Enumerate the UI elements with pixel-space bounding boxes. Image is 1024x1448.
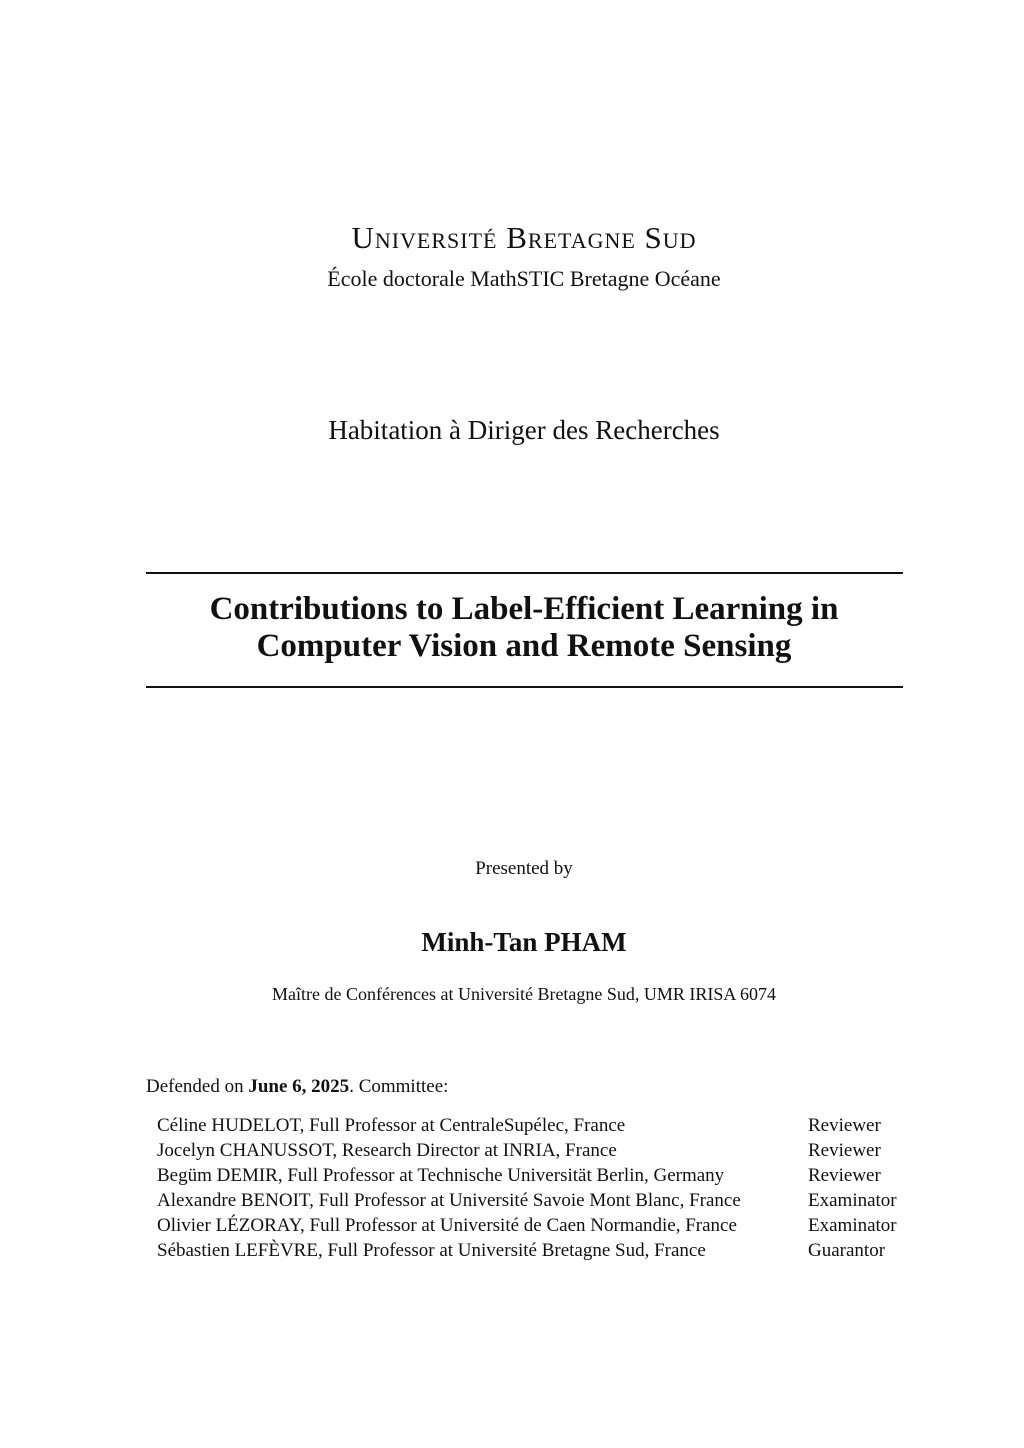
committee-role: Reviewer	[808, 1165, 881, 1186]
author-name: Minh-Tan PHAM	[421, 927, 627, 957]
committee-row	[157, 1113, 917, 1138]
committee-member: Alexandre BENOIT, Full Professor at Université Savoie Mont Blanc, France	[157, 1190, 741, 1211]
committee-role: Reviewer	[808, 1140, 881, 1161]
committee-row	[157, 1163, 917, 1188]
committee-member: Sébastien LEFÈVRE, Full Professor at Université Bretagne Sud, France	[157, 1240, 706, 1261]
doctoral-school: École doctorale MathSTIC Bretagne Océane	[327, 266, 721, 291]
defense-statement	[146, 1076, 448, 1098]
presented-by: Presented by	[475, 858, 573, 879]
defense-suffix: . Committee:	[349, 1076, 449, 1097]
committee-role: Examinator	[808, 1190, 897, 1211]
committee-member: Céline HUDELOT, Full Professor at CentraleSupélec, France	[157, 1115, 626, 1136]
thesis-title	[0, 591, 1024, 665]
title-bottom-rule	[146, 686, 903, 688]
thesis-title-line1: Contributions to Label-Efficient Learning in	[209, 591, 839, 627]
title-top-rule	[146, 572, 903, 574]
committee-role: Guarantor	[808, 1240, 886, 1261]
committee-role: Reviewer	[808, 1115, 881, 1136]
thesis-title-line2: Computer Vision and Remote Sensing	[256, 628, 792, 664]
committee-row	[157, 1138, 917, 1163]
committee-list	[157, 1113, 917, 1263]
author-affiliation: Maître de Conférences at Université Bretagne Sud, UMR IRISA 6074	[272, 984, 776, 1004]
committee-member: Jocelyn CHANUSSOT, Research Director at INRIA, France	[157, 1140, 617, 1161]
defense-date: June 6, 2025	[248, 1076, 350, 1097]
committee-role: Examinator	[808, 1215, 897, 1236]
committee-row	[157, 1213, 917, 1238]
degree-title: Habitation à Diriger des Recherches	[328, 415, 720, 445]
committee-row	[157, 1238, 917, 1263]
committee-row	[157, 1188, 917, 1213]
committee-member: Begüm DEMIR, Full Professor at Technische Universität Berlin, Germany	[157, 1165, 725, 1186]
university-name: Université Bretagne Sud	[351, 220, 697, 255]
defense-prefix: Defended on	[146, 1076, 249, 1097]
committee-member: Olivier LÉZORAY, Full Professor at Université de Caen Normandie, France	[157, 1215, 737, 1236]
